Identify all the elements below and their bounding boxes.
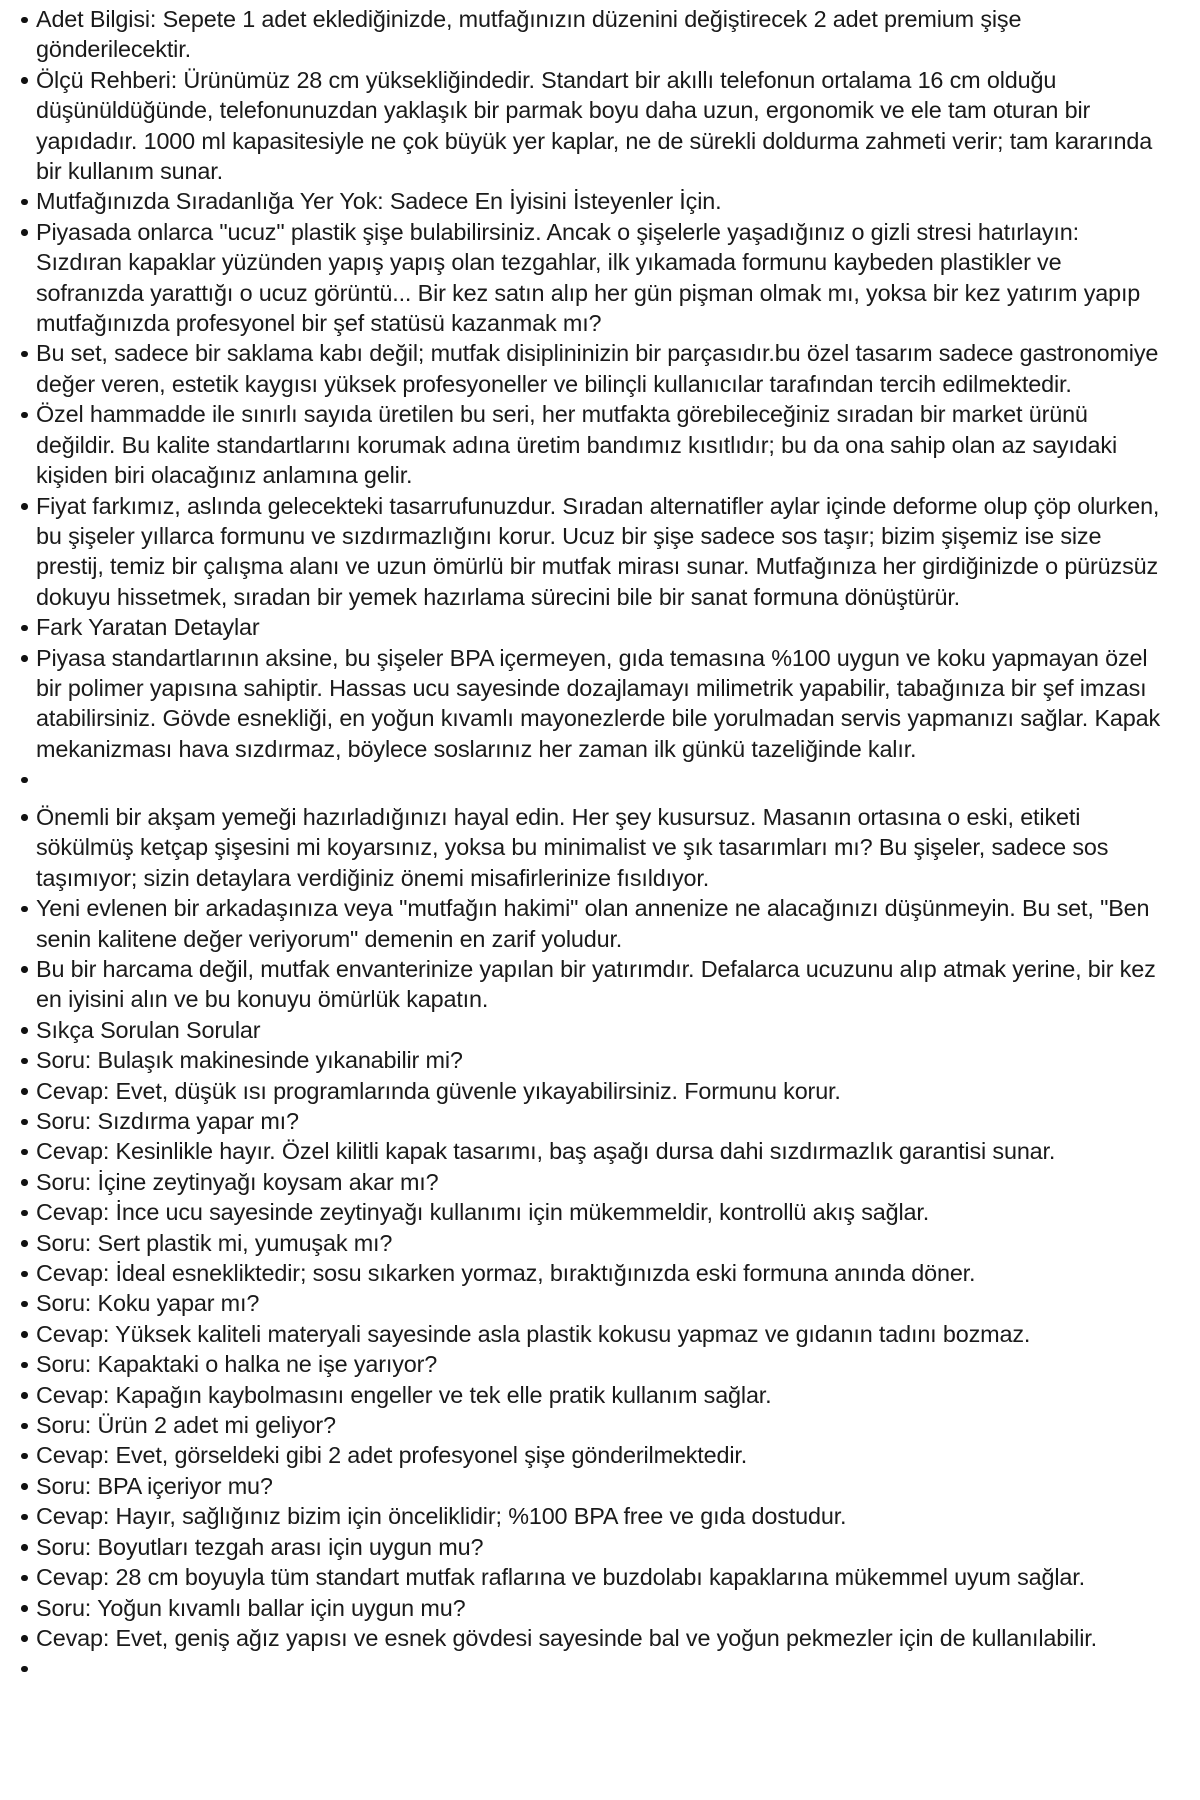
list-item	[0, 1410, 1170, 1440]
list-item	[0, 1380, 1170, 1410]
list-item	[0, 186, 1170, 216]
list-item-text: Cevap: Yüksek kaliteli materyali sayesinde asla plastik kokusu yapmaz ve gıdanın tadını bozmaz.	[36, 1320, 1031, 1347]
list-item-text: Özel hammadde ile sınırlı sayıda üretilen bu seri, her mutfakta görebileceğiniz sıradan bir market ürünü değildir. Bu kalite standartlarını korumak adına üretim bandımız kısıtlıdır; bu da ona sahip olan az sayıdaki kişiden biri olacağınız anlamına gelir.	[36, 401, 1117, 489]
list-item-text: Piyasa standartlarının aksine, bu şişeler BPA içermeyen, gıda temasına %100 uygun ve koku yapmayan özel bir polimer yapısına sahiptir. Hassas ucu sayesinde dozajlamayı milimetrik yapabilir, tabağınıza bir şef imzası atabilirsiniz. Gövde esnekliği, en yoğun kıvamlı mayonezlerde bile yorulmadan servis yapmanızı sağlar. Kapak mekanizması hava sızdırmaz, böylece soslarınız her zaman ilk günkü tazeliğinde kalır.	[36, 644, 1161, 762]
list-item-text: Cevap: Kesinlikle hayır. Özel kilitli kapak tasarımı, baş aşağı dursa dahi sızdırmazlık garantisi sunar.	[36, 1138, 1056, 1165]
list-item-text: Bu bir harcama değil, mutfak envanterinize yapılan bir yatırımdır. Defalarca ucuzunu alıp atmak yerine, bir kez en iyisini alın ve bu konuyu ömürlük kapatın.	[36, 955, 1156, 1013]
list-item	[0, 1440, 1170, 1470]
list-item	[0, 1593, 1170, 1623]
list-item-text: Önemli bir akşam yemeği hazırladığınızı hayal edin. Her şey kusursuz. Masanın ortasına o eski, etiketi sökülmüş ketçap şişesini mi koyarsınız, yoksa bu minimalist ve şık tasarımları mı? Bu şişeler, sadece sos taşımıyor; sizin detaylara verdiğiniz önemi misafirlerinize fısıldıyor.	[36, 803, 1109, 891]
list-item-text: Adet Bilgisi: Sepete 1 adet eklediğinizde, mutfağınızın düzenini değiştirecek 2 adet premium şişe gönderilecektir.	[36, 6, 1022, 63]
list-item	[0, 338, 1170, 399]
list-item-text: Soru: Sızdırma yapar mı?	[36, 1108, 299, 1135]
list-item-text: Soru: Boyutları tezgah arası için uygun mu?	[36, 1533, 484, 1560]
list-item-text: Soru: Kapaktaki o halka ne işe yarıyor?	[36, 1351, 438, 1378]
list-item-text: Cevap: 28 cm boyuyla tüm standart mutfak raflarına ve buzdolabı kapaklarına mükemmel uyum sağlar.	[36, 1564, 1085, 1591]
list-item	[0, 1562, 1170, 1592]
list-item	[0, 802, 1170, 893]
list-item	[0, 893, 1170, 954]
list-item	[0, 764, 1170, 802]
list-item-text: Piyasada onlarca "ucuz" plastik şişe bulabilirsiniz. Ancak o şişelerle yaşadığınız o gizli stresi hatırlayın: Sızdıran kapaklar yüzünden yapış yapış olan tezgahlar, ilk yıkamada formunu kaybeden plastikler ve sofranızda yarattığı o ucuz görüntü... Bir kez satın alıp her gün pişman olmak mı, yoksa bir kez yatırım yapıp mutfağınızda profesyonel bir şef statüsü kazanmak mı?	[36, 218, 1141, 337]
description-bullet-list	[0, 4, 1170, 1691]
list-item-text: Soru: Ürün 2 adet mi geliyor?	[36, 1412, 336, 1439]
list-item-text: Bu set, sadece bir saklama kabı değil; mutfak disiplininizin bir parçasıdır.bu özel tasarım sadece gastronomiye değer veren, estetik kaygısı yüksek profesyoneller ve bilinçli kullanıcılar tarafından tercih edilmektedir.	[36, 340, 1159, 397]
list-item-text: Soru: İçine zeytinyağı koysam akar mı?	[36, 1168, 439, 1195]
list-item	[0, 1076, 1170, 1106]
list-item	[0, 491, 1170, 613]
list-item-text: Cevap: Hayır, sağlığınız bizim için önceliklidir; %100 BPA free ve gıda dostudur.	[36, 1503, 847, 1530]
list-item	[0, 1197, 1170, 1227]
list-item	[0, 1167, 1170, 1197]
list-item	[0, 1136, 1170, 1166]
list-item	[0, 217, 1170, 339]
list-item	[0, 1106, 1170, 1136]
list-item-text: Fark Yaratan Detaylar	[36, 614, 260, 641]
list-item	[0, 1288, 1170, 1318]
list-item-text: Cevap: Evet, düşük ısı programlarında güvenle yıkayabilirsiniz. Formunu korur.	[36, 1077, 841, 1104]
list-item	[0, 1532, 1170, 1562]
list-item-text: Soru: Yoğun kıvamlı ballar için uygun mu?	[36, 1594, 466, 1621]
list-item-text: Fiyat farkımız, aslında gelecekteki tasarrufunuzdur. Sıradan alternatifler aylar içinde deforme olup çöp olurken, bu şişeler yıllarca formunu ve sızdırmazlığını korur. Ucuz bir şişe sadece sos taşır; bizim şişemiz ise size prestij, temiz bir çalışma alanı ve uzun ömürlü bir mutfak mirası sunar. Mutfağınıza her girdiğinizde o pürüzsüz dokuyu hissetmek, sıradan bir yemek hazırlama sürecini bile bir sanat formuna dönüştürür.	[36, 492, 1160, 610]
list-item	[0, 1653, 1170, 1691]
list-item-text: Soru: BPA içeriyor mu?	[36, 1472, 273, 1499]
list-item	[0, 954, 1170, 1015]
list-item	[0, 1623, 1170, 1653]
list-item-text: Yeni evlenen bir arkadaşınıza veya "mutfağın hakimi" olan annenize ne alacağınızı düşünmeyin. Bu set, "Ben senin kalitene değer veriyorum" demenin en zarif yoludur.	[36, 895, 1150, 952]
list-item	[0, 612, 1170, 642]
list-item-text: Cevap: Kapağın kaybolmasını engeller ve tek elle pratik kullanım sağlar.	[36, 1381, 772, 1408]
list-item	[0, 1349, 1170, 1379]
list-item-text: Cevap: İnce ucu sayesinde zeytinyağı kullanımı için mükemmeldir, kontrollü akış sağlar.	[36, 1199, 930, 1226]
list-item-text: Sıkça Sorulan Sorular	[36, 1016, 261, 1043]
list-item	[0, 643, 1170, 765]
list-item	[0, 1501, 1170, 1531]
list-item	[0, 1471, 1170, 1501]
list-item-text: Cevap: Evet, geniş ağız yapısı ve esnek gövdesi sayesinde bal ve yoğun pekmezler için de kullanılabilir.	[36, 1624, 1097, 1651]
list-item	[0, 399, 1170, 490]
list-item	[0, 65, 1170, 187]
list-item-text: Cevap: Evet, görseldeki gibi 2 adet profesyonel şişe gönderilmektedir.	[36, 1442, 748, 1469]
list-item	[0, 1319, 1170, 1349]
list-item-text: Mutfağınızda Sıradanlığa Yer Yok: Sadece En İyisini İsteyenler İçin.	[36, 188, 722, 215]
list-item-text: Soru: Bulaşık makinesinde yıkanabilir mi?	[36, 1047, 463, 1074]
list-item	[0, 1045, 1170, 1075]
list-item	[0, 1258, 1170, 1288]
list-item-text: Soru: Koku yapar mı?	[36, 1290, 260, 1317]
list-item	[0, 1228, 1170, 1258]
list-item	[0, 1015, 1170, 1045]
list-item-text: Cevap: İdeal esnekliktedir; sosu sıkarken yormaz, bıraktığınızda eski formuna anında döner.	[36, 1260, 976, 1287]
list-item	[0, 4, 1170, 65]
list-item-text: Ölçü Rehberi: Ürünümüz 28 cm yüksekliğindedir. Standart bir akıllı telefonun ortalama 16 cm olduğu düşünüldüğünde, telefonunuzdan yaklaşık bir parmak boyu daha uzun, ergonomik ve ele tam oturan bir yapıdadır. 1000 ml kapasitesiyle ne çok büyük yer kaplar, ne de sürekli doldurma zahmeti verir; tam kararında bir kullanım sunar.	[36, 66, 1153, 185]
list-item-text: Soru: Sert plastik mi, yumuşak mı?	[36, 1229, 393, 1256]
